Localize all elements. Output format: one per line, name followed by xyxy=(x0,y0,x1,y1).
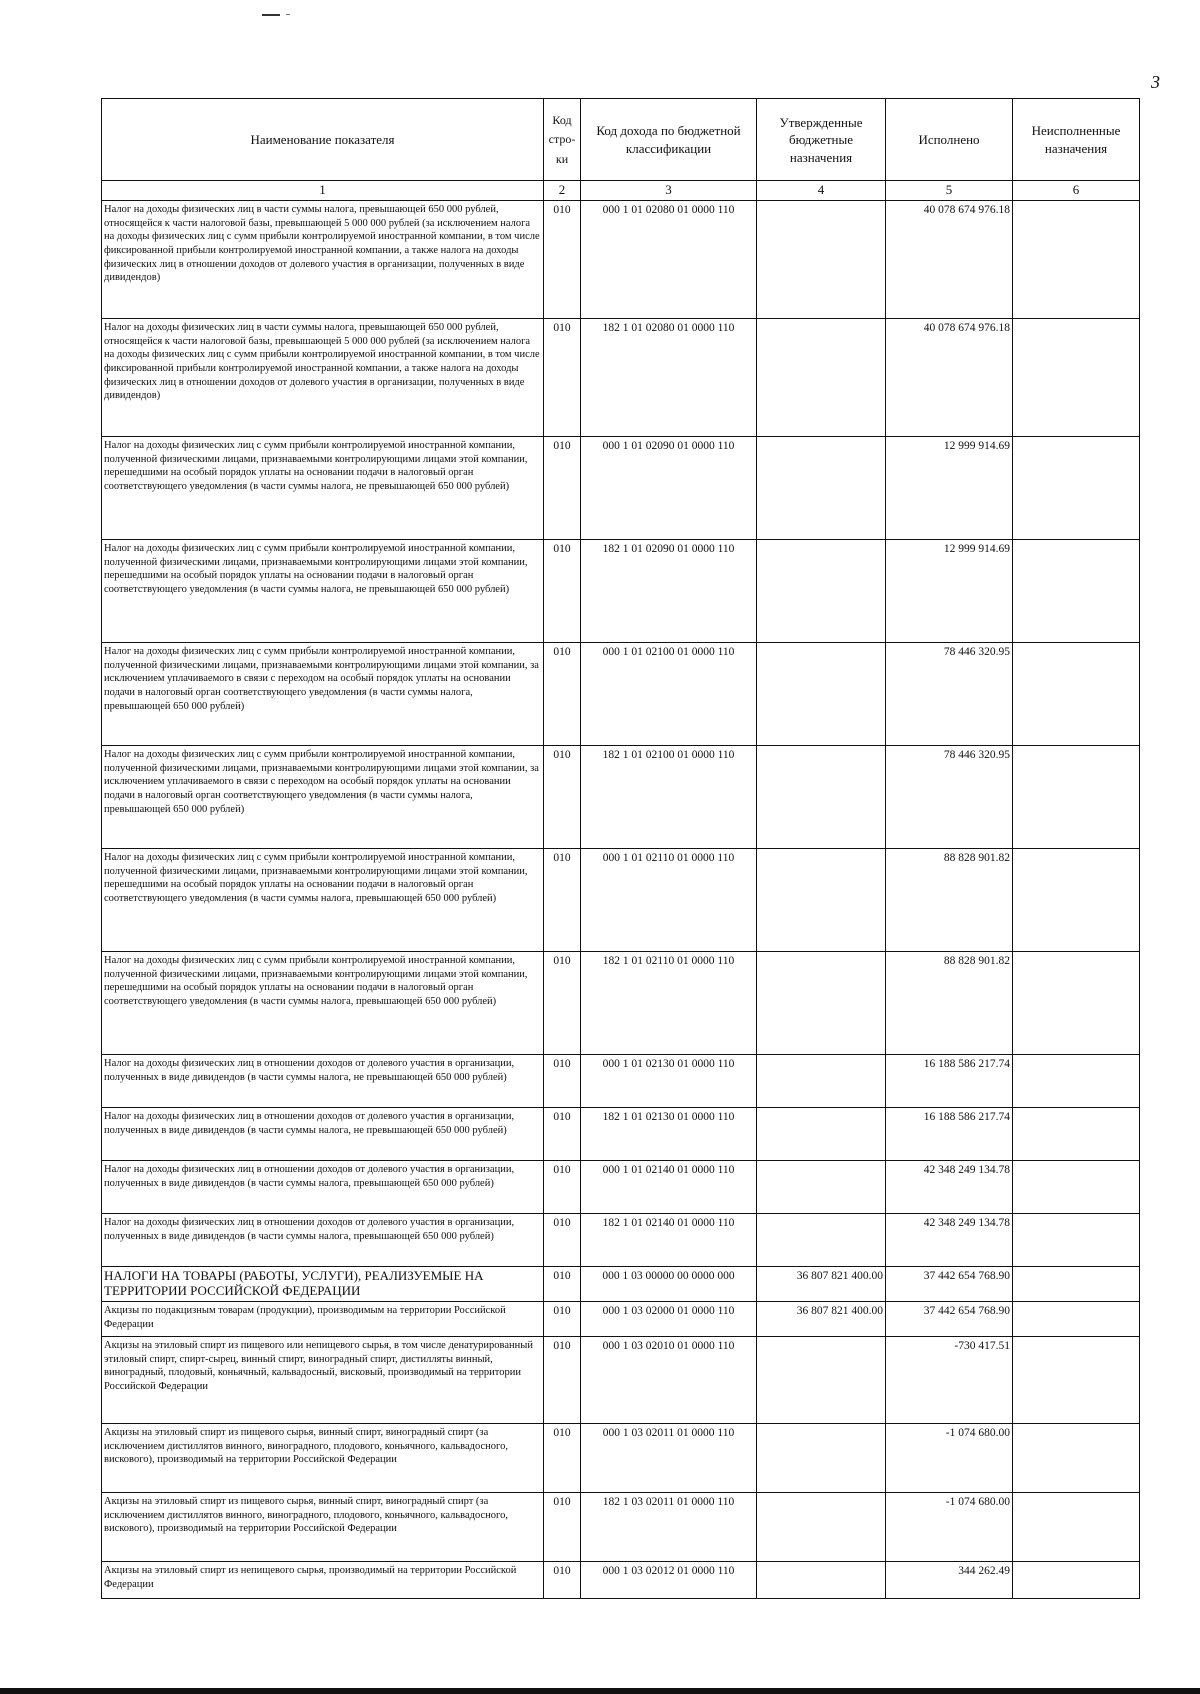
indicator-name-cell: Налог на доходы физических лиц с сумм прибыли контролируемой иностранной компании, полученной физическими лицами, признаваемыми контролирующими лицами этой компании, за исключением уплачиваемого в связи с переходом на особый порядок уплаты на основании подачи в налоговый орган соответствующего уведомления (в части суммы налога, превышающей 650 000 рублей) xyxy=(102,746,544,849)
executed-amount-cell: 40 078 674 976.18 xyxy=(886,319,1013,437)
executed-amount-cell: 344 262.49 xyxy=(886,1562,1013,1599)
indicator-name-cell: Налог на доходы физических лиц с сумм прибыли контролируемой иностранной компании, полученной физическими лицами, признаваемыми контролирующими лицами этой компании, перешедшими на особый порядок уплаты на основании подачи в налоговый орган соответствующего уведомления (в части суммы налога, не превышающей 650 000 рублей) xyxy=(102,437,544,540)
line-code-cell: 010 xyxy=(544,319,581,437)
table-row xyxy=(102,201,1140,319)
executed-amount-cell: 12 999 914.69 xyxy=(886,540,1013,643)
unexecuted-amount-cell xyxy=(1013,849,1140,952)
approved-amount-cell: 36 807 821 400.00 xyxy=(757,1267,886,1302)
indicator-name-cell: НАЛОГИ НА ТОВАРЫ (РАБОТЫ, УСЛУГИ), РЕАЛИЗУЕМЫЕ НА ТЕРРИТОРИИ РОССИЙСКОЙ ФЕДЕРАЦИИ xyxy=(102,1267,544,1302)
indicator-name-cell: Налог на доходы физических лиц с сумм прибыли контролируемой иностранной компании, полученной физическими лицами, признаваемыми контролирующими лицами этой компании, перешедшими на особый порядок уплаты на основании подачи в налоговый орган соответствующего уведомления (в части суммы налога, превышающей 650 000 рублей) xyxy=(102,952,544,1055)
unexecuted-amount-cell xyxy=(1013,1337,1140,1424)
unexecuted-amount-cell xyxy=(1013,201,1140,319)
income-code-cell: 182 1 01 02110 01 0000 110 xyxy=(581,952,757,1055)
executed-amount-cell: 78 446 320.95 xyxy=(886,746,1013,849)
executed-amount-cell: 42 348 249 134.78 xyxy=(886,1214,1013,1267)
column-number: 5 xyxy=(886,181,1013,201)
indicator-name-cell: Акцизы на этиловый спирт из пищевого сырья, винный спирт, виноградный спирт (за исключением дистиллятов винного, виноградного, плодового, коньячного, кальвадосного, вискового), производимый на территории Российской Федерации xyxy=(102,1424,544,1493)
scan-artifact xyxy=(286,14,290,15)
approved-amount-cell xyxy=(757,1108,886,1161)
line-code-cell: 010 xyxy=(544,1161,581,1214)
unexecuted-amount-cell xyxy=(1013,1302,1140,1337)
approved-amount-cell xyxy=(757,437,886,540)
line-code-cell: 010 xyxy=(544,849,581,952)
approved-amount-cell: 36 807 821 400.00 xyxy=(757,1302,886,1337)
column-number: 1 xyxy=(102,181,544,201)
unexecuted-amount-cell xyxy=(1013,1493,1140,1562)
unexecuted-amount-cell xyxy=(1013,1161,1140,1214)
page-number: 3 xyxy=(1151,72,1160,92)
income-code-cell: 182 1 01 02140 01 0000 110 xyxy=(581,1214,757,1267)
header-approved: Утвержденные бюджетные назначения xyxy=(757,99,886,181)
indicator-name-cell: Налог на доходы физических лиц в отношении доходов от долевого участия в организации, полученных в виде дивидендов (в части суммы налога, не превышающей 650 000 рублей) xyxy=(102,1055,544,1108)
approved-amount-cell xyxy=(757,746,886,849)
approved-amount-cell xyxy=(757,1337,886,1424)
executed-amount-cell: -1 074 680.00 xyxy=(886,1493,1013,1562)
line-code-cell: 010 xyxy=(544,1337,581,1424)
table-row xyxy=(102,1214,1140,1267)
income-code-cell: 000 1 03 02011 01 0000 110 xyxy=(581,1424,757,1493)
table-row xyxy=(102,437,1140,540)
table-row xyxy=(102,1161,1140,1214)
scan-bottom-edge xyxy=(0,1688,1200,1694)
approved-amount-cell xyxy=(757,1562,886,1599)
unexecuted-amount-cell xyxy=(1013,1055,1140,1108)
executed-amount-cell: 37 442 654 768.90 xyxy=(886,1267,1013,1302)
line-code-cell: 010 xyxy=(544,201,581,319)
income-code-cell: 000 1 01 02110 01 0000 110 xyxy=(581,849,757,952)
line-code-cell: 010 xyxy=(544,540,581,643)
income-code-cell: 000 1 03 02012 01 0000 110 xyxy=(581,1562,757,1599)
header-line-code: Код стро-ки xyxy=(544,99,581,181)
approved-amount-cell xyxy=(757,201,886,319)
approved-amount-cell xyxy=(757,540,886,643)
approved-amount-cell xyxy=(757,849,886,952)
indicator-name-cell: Налог на доходы физических лиц в отношении доходов от долевого участия в организации, полученных в виде дивидендов (в части суммы налога, превышающей 650 000 рублей) xyxy=(102,1214,544,1267)
column-number: 2 xyxy=(544,181,581,201)
executed-amount-cell: 40 078 674 976.18 xyxy=(886,201,1013,319)
unexecuted-amount-cell xyxy=(1013,1214,1140,1267)
approved-amount-cell xyxy=(757,319,886,437)
table-row xyxy=(102,1055,1140,1108)
scan-artifact xyxy=(262,14,280,16)
table-row xyxy=(102,319,1140,437)
column-number: 6 xyxy=(1013,181,1140,201)
executed-amount-cell: 78 446 320.95 xyxy=(886,643,1013,746)
approved-amount-cell xyxy=(757,952,886,1055)
approved-amount-cell xyxy=(757,1424,886,1493)
header-indicator-name: Наименование показателя xyxy=(102,99,544,181)
unexecuted-amount-cell xyxy=(1013,1424,1140,1493)
unexecuted-amount-cell xyxy=(1013,540,1140,643)
approved-amount-cell xyxy=(757,643,886,746)
unexecuted-amount-cell xyxy=(1013,319,1140,437)
income-code-cell: 182 1 01 02080 01 0000 110 xyxy=(581,319,757,437)
unexecuted-amount-cell xyxy=(1013,1108,1140,1161)
indicator-name-cell: Налог на доходы физических лиц в части суммы налога, превышающей 650 000 рублей, относящейся к части налоговой базы, превышающей 5 000 000 рублей (за исключением налога на доходы физических лиц с сумм прибыли контролируемой иностранной компании, в том числе фиксированной прибыли контролируемой иностранной компании, а также налога на доходы физических лиц в отношении доходов от долевого участия в организации, полученных в виде дивидендов) xyxy=(102,319,544,437)
executed-amount-cell: -1 074 680.00 xyxy=(886,1424,1013,1493)
header-unexecuted: Неисполненные назначения xyxy=(1013,99,1140,181)
income-code-cell: 000 1 01 02090 01 0000 110 xyxy=(581,437,757,540)
executed-amount-cell: 88 828 901.82 xyxy=(886,849,1013,952)
executed-amount-cell: 16 188 586 217.74 xyxy=(886,1108,1013,1161)
indicator-name-cell: Налог на доходы физических лиц в части суммы налога, превышающей 650 000 рублей, относящейся к части налоговой базы, превышающей 5 000 000 рублей (за исключением налога на доходы физических лиц с сумм прибыли контролируемой иностранной компании, в том числе фиксированной прибыли контролируемой иностранной компании, а также налога на доходы физических лиц в отношении доходов от долевого участия в организации, полученных в виде дивидендов) xyxy=(102,201,544,319)
unexecuted-amount-cell xyxy=(1013,1562,1140,1599)
executed-amount-cell: 12 999 914.69 xyxy=(886,437,1013,540)
unexecuted-amount-cell xyxy=(1013,952,1140,1055)
unexecuted-amount-cell xyxy=(1013,1267,1140,1302)
line-code-cell: 010 xyxy=(544,437,581,540)
header-row xyxy=(102,99,1140,181)
approved-amount-cell xyxy=(757,1493,886,1562)
executed-amount-cell: 42 348 249 134.78 xyxy=(886,1161,1013,1214)
indicator-name-cell: Акцизы на этиловый спирт из непищевого сырья, производимый на территории Российской Федерации xyxy=(102,1562,544,1599)
line-code-cell: 010 xyxy=(544,1424,581,1493)
indicator-name-cell: Акцизы на этиловый спирт из пищевого сырья, винный спирт, виноградный спирт (за исключением дистиллятов винного, виноградного, плодового, коньячного, кальвадосного, вискового), производимый на территории Российской Федерации xyxy=(102,1493,544,1562)
income-code-cell: 000 1 03 00000 00 0000 000 xyxy=(581,1267,757,1302)
unexecuted-amount-cell xyxy=(1013,746,1140,849)
approved-amount-cell xyxy=(757,1055,886,1108)
income-code-cell: 000 1 01 02140 01 0000 110 xyxy=(581,1161,757,1214)
table-row xyxy=(102,1493,1140,1562)
income-code-cell: 000 1 01 02080 01 0000 110 xyxy=(581,201,757,319)
table-row xyxy=(102,1108,1140,1161)
income-code-cell: 000 1 03 02000 01 0000 110 xyxy=(581,1302,757,1337)
table-row xyxy=(102,1337,1140,1424)
income-code-cell: 182 1 01 02100 01 0000 110 xyxy=(581,746,757,849)
table-row xyxy=(102,540,1140,643)
table-row xyxy=(102,1424,1140,1493)
table-row xyxy=(102,952,1140,1055)
line-code-cell: 010 xyxy=(544,746,581,849)
table-row xyxy=(102,643,1140,746)
income-code-cell: 000 1 01 02130 01 0000 110 xyxy=(581,1055,757,1108)
indicator-name-cell: Налог на доходы физических лиц с сумм прибыли контролируемой иностранной компании, полученной физическими лицами, признаваемыми контролирующими лицами этой компании, перешедшими на особый порядок уплаты на основании подачи в налоговый орган соответствующего уведомления (в части суммы налога, превышающей 650 000 рублей) xyxy=(102,849,544,952)
executed-amount-cell: 88 828 901.82 xyxy=(886,952,1013,1055)
column-number: 4 xyxy=(757,181,886,201)
table-row xyxy=(102,849,1140,952)
table-row xyxy=(102,1302,1140,1337)
unexecuted-amount-cell xyxy=(1013,643,1140,746)
unexecuted-amount-cell xyxy=(1013,437,1140,540)
column-number-row xyxy=(102,181,1140,201)
income-code-cell: 182 1 01 02130 01 0000 110 xyxy=(581,1108,757,1161)
indicator-name-cell: Акцизы по подакцизным товарам (продукции), производимым на территории Российской Федерации xyxy=(102,1302,544,1337)
indicator-name-cell: Акцизы на этиловый спирт из пищевого или непищевого сырья, в том числе денатурированный этиловый спирт, спирт-сырец, винный спирт, виноградный спирт, дистилляты винный, виноградный, плодовый, коньячный, кальвадосный, висковый, производимый на территории Российской Федерации xyxy=(102,1337,544,1424)
executed-amount-cell: 37 442 654 768.90 xyxy=(886,1302,1013,1337)
table-row xyxy=(102,1562,1140,1599)
header-income-code: Код дохода по бюджетной классификации xyxy=(581,99,757,181)
column-number: 3 xyxy=(581,181,757,201)
income-code-cell: 000 1 03 02010 01 0000 110 xyxy=(581,1337,757,1424)
executed-amount-cell: 16 188 586 217.74 xyxy=(886,1055,1013,1108)
line-code-cell: 010 xyxy=(544,1055,581,1108)
approved-amount-cell xyxy=(757,1161,886,1214)
line-code-cell: 010 xyxy=(544,1108,581,1161)
income-code-cell: 182 1 01 02090 01 0000 110 xyxy=(581,540,757,643)
line-code-cell: 010 xyxy=(544,952,581,1055)
line-code-cell: 010 xyxy=(544,1562,581,1599)
approved-amount-cell xyxy=(757,1214,886,1267)
executed-amount-cell: -730 417.51 xyxy=(886,1337,1013,1424)
indicator-name-cell: Налог на доходы физических лиц с сумм прибыли контролируемой иностранной компании, полученной физическими лицами, признаваемыми контролирующими лицами этой компании, за исключением уплачиваемого в связи с переходом на особый порядок уплаты на основании подачи в налоговый орган соответствующего уведомления (в части суммы налога, превышающей 650 000 рублей) xyxy=(102,643,544,746)
indicator-name-cell: Налог на доходы физических лиц с сумм прибыли контролируемой иностранной компании, полученной физическими лицами, признаваемыми контролирующими лицами этой компании, перешедшими на особый порядок уплаты на основании подачи в налоговый орган соответствующего уведомления (в части суммы налога, не превышающей 650 000 рублей) xyxy=(102,540,544,643)
table-row xyxy=(102,1267,1140,1302)
income-code-cell: 000 1 01 02100 01 0000 110 xyxy=(581,643,757,746)
table-row xyxy=(102,746,1140,849)
header-executed: Исполнено xyxy=(886,99,1013,181)
line-code-cell: 010 xyxy=(544,1302,581,1337)
line-code-cell: 010 xyxy=(544,1267,581,1302)
line-code-cell: 010 xyxy=(544,1493,581,1562)
indicator-name-cell: Налог на доходы физических лиц в отношении доходов от долевого участия в организации, полученных в виде дивидендов (в части суммы налога, не превышающей 650 000 рублей) xyxy=(102,1108,544,1161)
budget-execution-table xyxy=(101,98,1140,1599)
line-code-cell: 010 xyxy=(544,1214,581,1267)
income-code-cell: 182 1 03 02011 01 0000 110 xyxy=(581,1493,757,1562)
line-code-cell: 010 xyxy=(544,643,581,746)
indicator-name-cell: Налог на доходы физических лиц в отношении доходов от долевого участия в организации, полученных в виде дивидендов (в части суммы налога, превышающей 650 000 рублей) xyxy=(102,1161,544,1214)
